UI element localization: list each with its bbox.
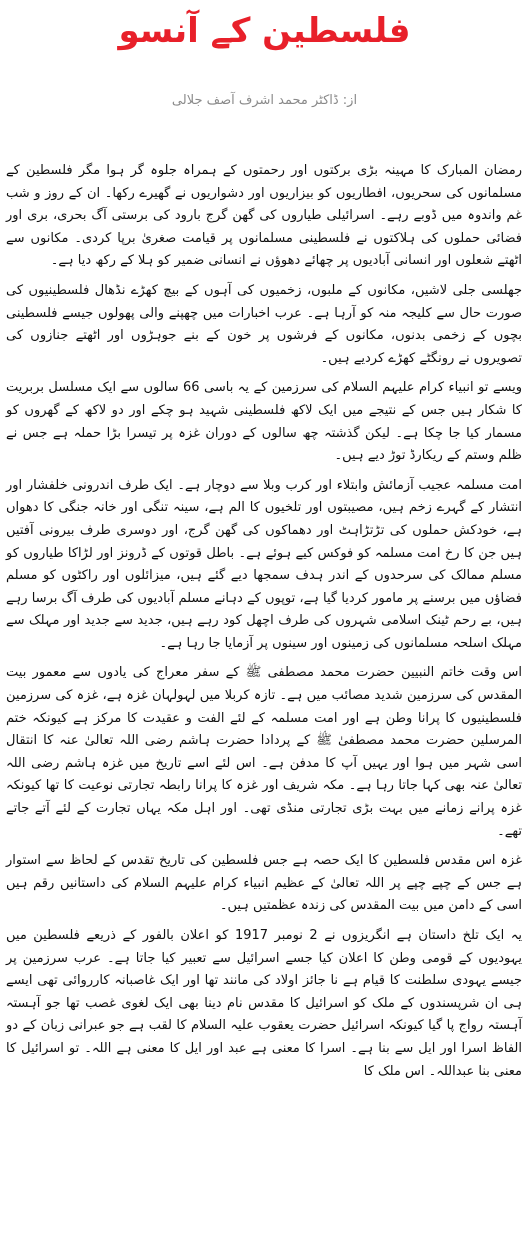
paragraph-2: جھلسی جلی لاشیں، مکانوں کے ملبوں، زخمیوں کی آہوں کے بیچ کھڑے نڈھال فلسطینیوں کی صورت حال سے کلیجہ منہ کو آرہا ہے۔ عرب اخبارات میں چھپنے والی پھولوں جیسے فلسطینی بچوں کے زخمی بدنوں، مکانوں کے فرشوں پر خون کے بنے جوہڑوں اور اٹھتے جنازوں کی تصویروں نے رونگٹے کھڑے کردیے ہیں۔ [6, 282, 522, 366]
paragraph-1: رمضان المبارک کا مہینہ بڑی برکتوں اور رحمتوں کے ہمراہ جلوہ گر ہوا مگر فلسطین کے مسلمانوں کی سحریوں، افطاریوں کو بیزاریوں اور دشواریوں نے گھیرے رکھا۔ ان کے روز و شب غم واندوہ میں ڈوبے رہے۔ اسرائیلی طیاروں کی گھن گرج بارود کی برستی آگ بحری، بری اور فضائی حملوں کی ہلاکتوں نے فلسطینی مسلمانوں پر قیامت صغریٰ برپا کردی۔ مکانوں سے اٹھتے شعلوں اور انسانی آبادیوں پر چھائے دھوؤں نے انسانی ضمیر کو ہلا کے رکھ دیا ہے۔ [6, 163, 522, 269]
paragraph-6: غزہ اس مقدس فلسطین کا ایک حصہ ہے جس فلسطین کی تاریخ تقدس کے لحاظ سے استوار ہے جس کے چپے چپے پر اللہ تعالیٰ کے عظیم انبیاء کرام علیہم السلام کی داستانیں رقم ہیں اسی کے دامن میں بیت المقدس کی زندہ عظمتیں ہیں۔ [6, 853, 522, 914]
paragraph-5: اس وقت خاتم النبیین حضرت محمد مصطفی ﷺ کے سفر معراج کی یادوں سے معمور بیت المقدس کی سرزمین شدید مصائب میں ہے۔ تازہ کربلا میں لہولہان غزہ ہے، غزہ کی سرزمین فلسطینیوں کا پرانا وطن ہے اور امت مسلمہ کے لئے الفت و عقیدت کا مرکز ہے کیونکہ ختم المرسلین حضرت محمد مصطفیٰ ﷺ کے پردادا حضرت ہاشم رضی اللہ تعالیٰ عنہ کا انتقال اسی شہر میں ہوا اور یہیں آپ کا مدفن ہے۔ اس لئے اسے تاریخ میں غزہ ہاشم رضی اللہ تعالیٰ عنہ بھی کہا جاتا رہا ہے۔ مکہ شریف اور غزہ کا پرانا رابطہ تجارتی نوعیت کا تھا کیونکہ غزہ پرانے زمانے میں بہت بڑی تجارتی منڈی تھی۔ اور اہل مکہ یہاں تجارت کے لئے آتے جاتے تھے۔ [6, 665, 522, 839]
article-body [6, 160, 522, 1090]
paragraph-4: امت مسلمہ عجیب آزمائش وابتلاء اور کرب وبلا سے دوچار ہے۔ ایک طرف اندرونی خلفشار اور انتشار کے گہرے زخم ہیں، مصیبتوں اور تلخیوں کا الم ہے، سینہ تنگی اور خانہ جنگی کا دھواں ہے، خودکش حملوں کی تڑتڑاہٹ اور دھماکوں کی گھن گرج، اور دوسری طرف بیرونی آفتیں ہیں جن کا رخ امت مسلمہ کو فوکس کیے ہوئے ہے۔ باطل قوتوں کے ڈرونز اور لڑاکا طیاروں کو مسلم ممالک کی سرحدوں کے اندر ہدف سمجھا دیے گئے ہیں، میزائلوں اور راکٹوں کو مسلم فضاؤں میں برسنے پر مامور کردیا گیا ہے، توپوں کے دہانے مسلم آبادیوں کی طرف آگ برسا رہے ہیں، بے رحم ٹینک اسلامی شہروں کی طرف اچھل کود رہے ہیں، جدید سے جدید اور مہلک سے مہلک اسلحہ مسلمانوں کی زمینوں اور سینوں پر آزمایا جا رہا ہے۔ [6, 477, 522, 651]
article-title: فلسطین کے آنسو [118, 11, 411, 51]
author-byline: از: ڈاکٹر محمد اشرف آصف جلالی [171, 93, 358, 108]
paragraph-3: ویسے تو انبیاء کرام علیہم السلام کی سرزمین کے یہ باسی 66 سالوں سے ایک مسلسل بربریت کا شکار ہیں جس کے نتیجے میں ایک لاکھ فلسطینی شہید ہو چکے اور دو لاکھ کے گھروں کو مسمار کیا جا چکا ہے۔ لیکن گذشتہ چھ سالوں کے دوران غزہ پر تیسرا بڑا حملہ ہے جس نے ظلم وستم کے ریکارڈ توڑ دیے ہیں۔ [6, 380, 522, 464]
paragraph-7: یہ ایک تلخ داستان ہے انگریزوں نے 2 نومبر 1917 کو اعلان بالفور کے ذریعے فلسطین میں یہودیوں کے قومی وطن کا اعلان کیا جسے اسرائیل سے تعبیر کیا جاتا ہے۔ عرب سرزمین پر جیسے یہودی سلطنت کا قیام ہے نا جائز اولاد کی مانند تھا اور ایک غاصبانہ کارروائی تھی ایسے ہی ان شرپسندوں کے ملک کو اسرائیل کا مقدس نام دینا بھی ایک لغوی غصب تھا جو آہستہ آہستہ رواج پا گیا کیونکہ اسرائیل حضرت یعقوب علیہ السلام کا لقب ہے جو عبرانی زبان کے دو الفاظ اسرا اور ایل سے بنا ہے۔ اسرا کا معنی ہے عبد اور ایل کا معنی ہے اللہ۔ تو اسرائیل کا معنی بنا عبداللہ۔ اس ملک کا [6, 928, 522, 1079]
